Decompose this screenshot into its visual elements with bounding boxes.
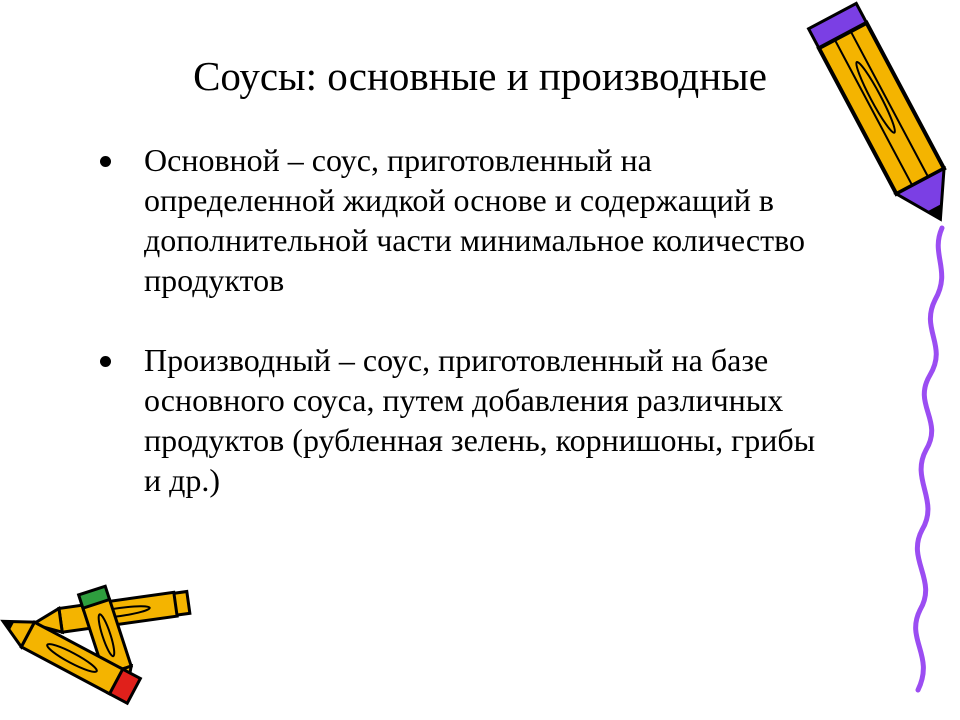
pencil-icon bbox=[809, 3, 960, 231]
slide-title: Соусы: основные и производные bbox=[193, 53, 767, 99]
bullet-text: Производный – соус, приготовленный на базе основного соуса, путем добавления различных продуктов (рубленная зелень, корнишоны, грибы и др.) bbox=[144, 342, 816, 498]
wavy-line bbox=[916, 228, 942, 690]
bullet-text: Основной – соус, приготовленный на определенной жидкой основе и содержащий в дополнительной части минимальное количество продуктов bbox=[144, 142, 805, 298]
